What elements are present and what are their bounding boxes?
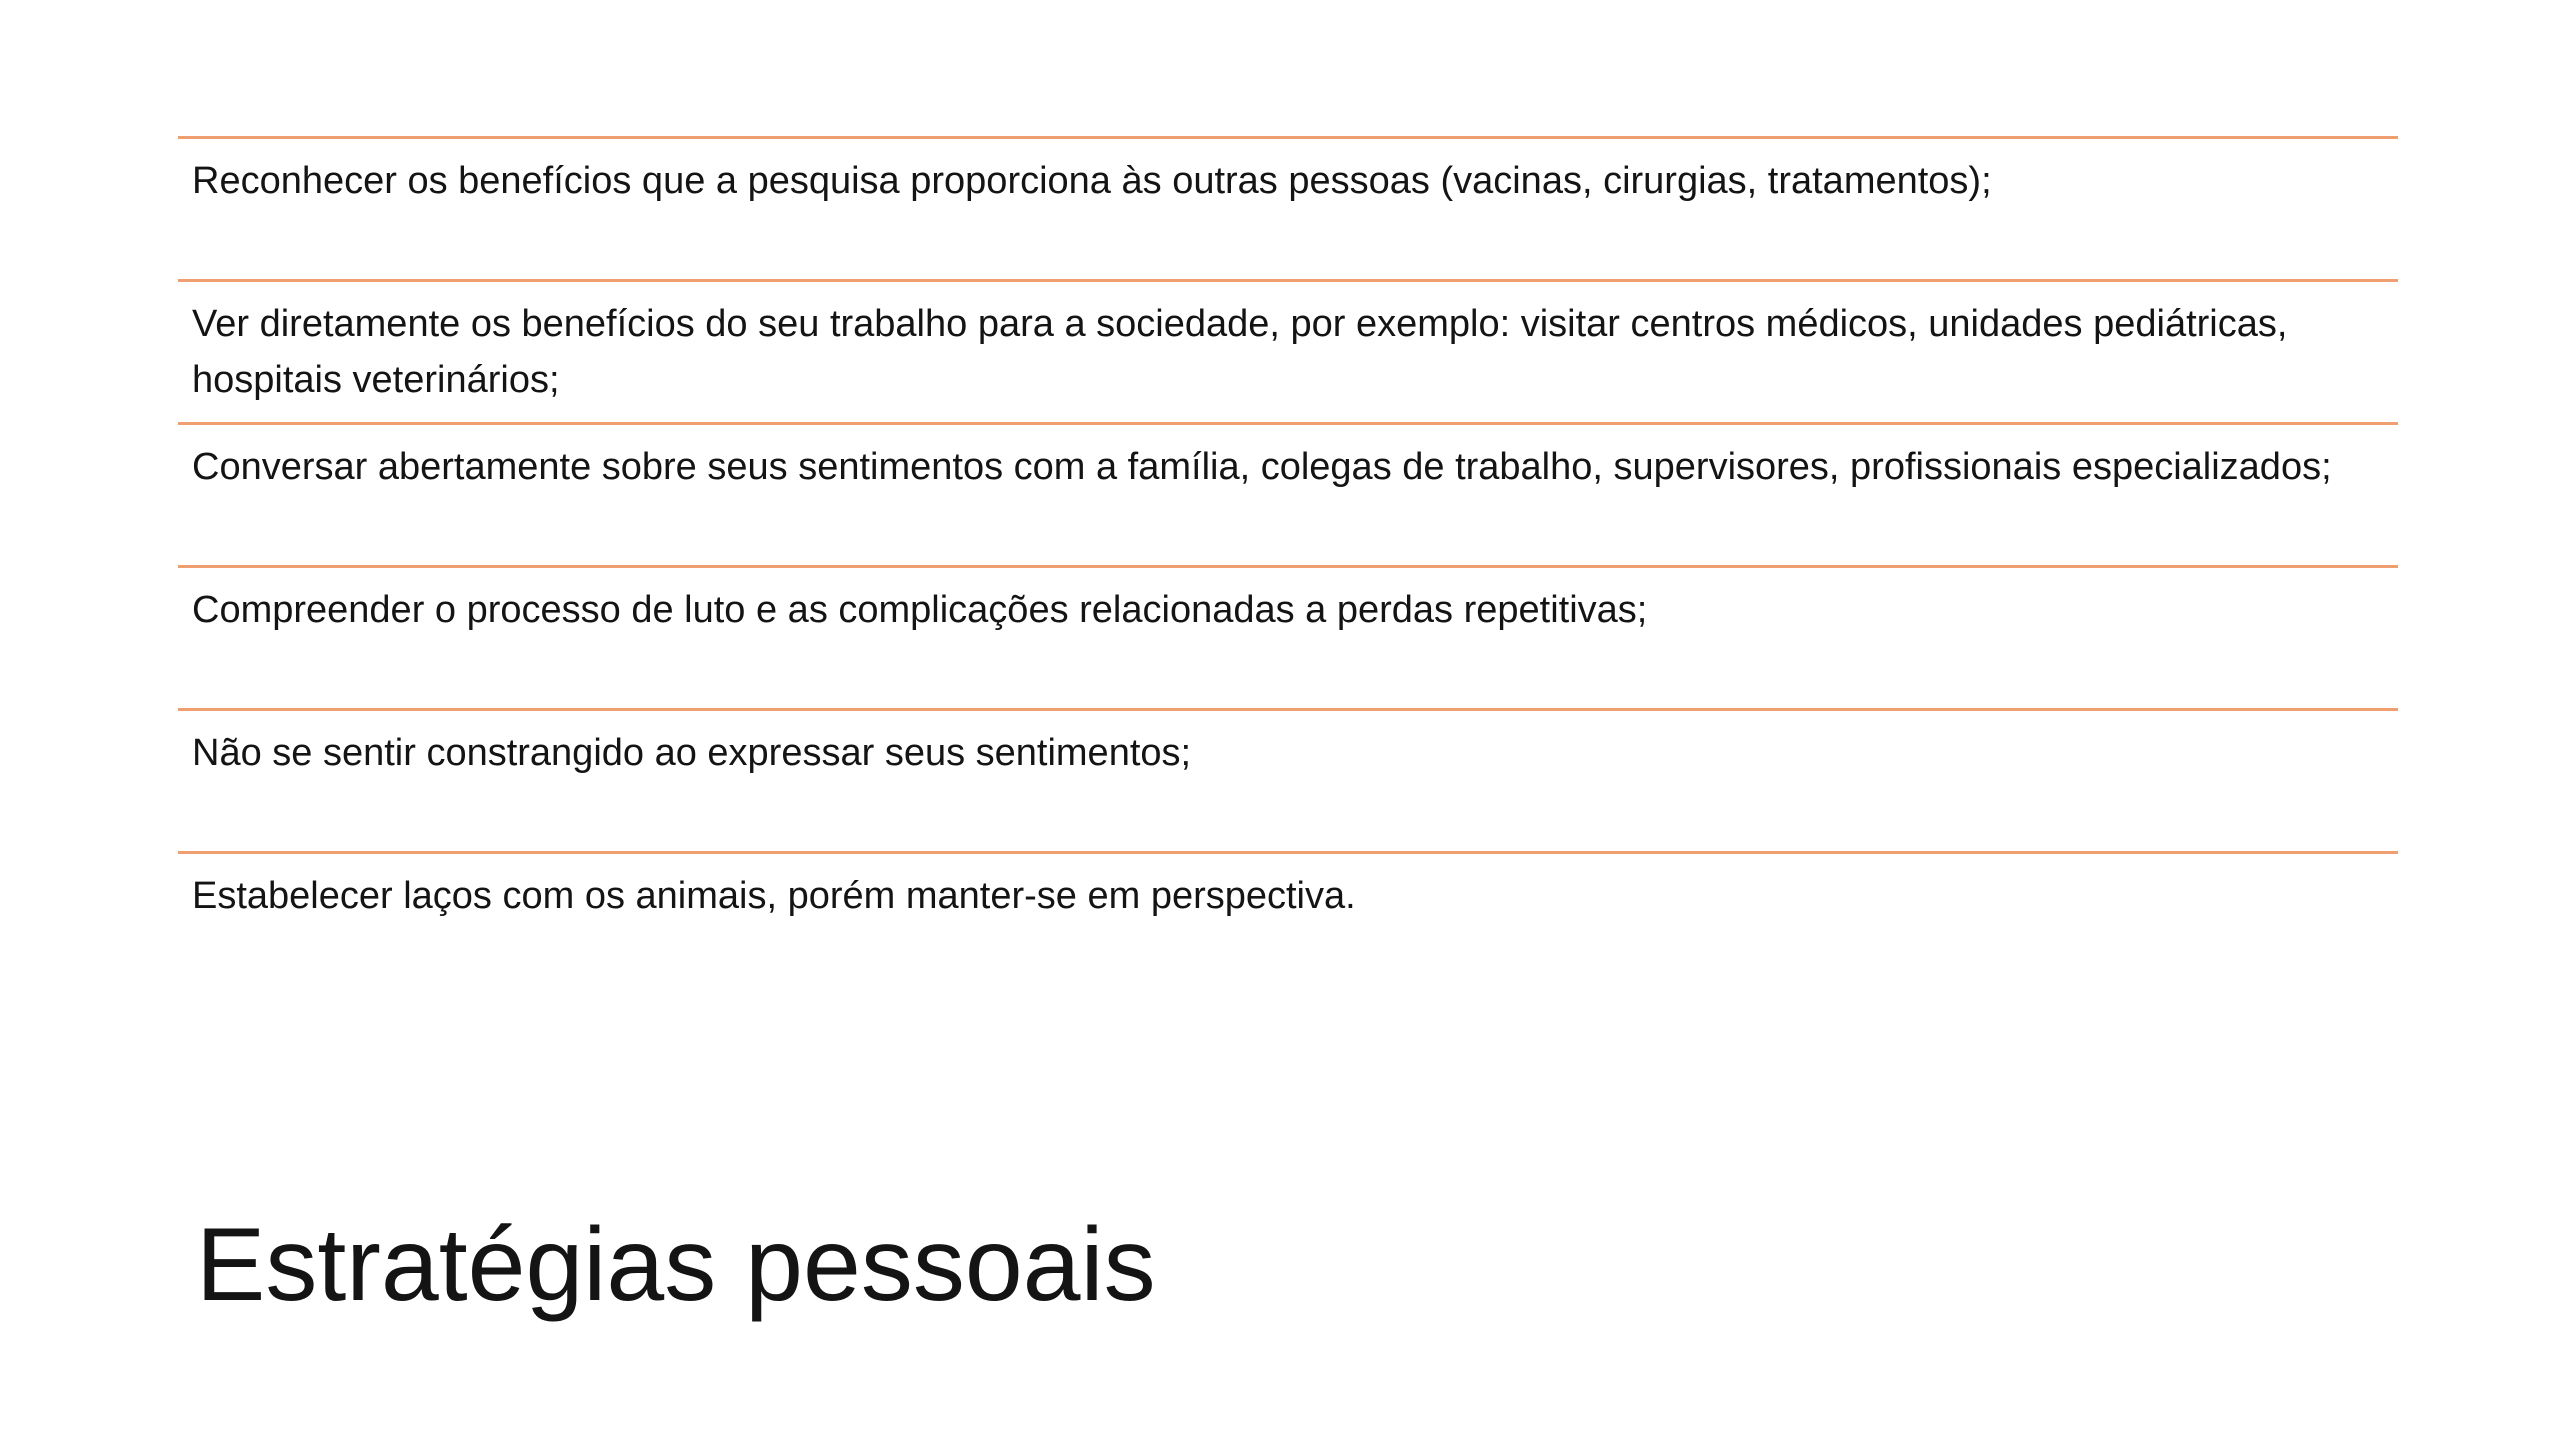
list-item: Estabelecer laços com os animais, porém manter-se em perspectiva.	[178, 851, 2398, 924]
list-item: Compreender o processo de luto e as complicações relacionadas a perdas repetitivas;	[178, 565, 2398, 708]
list-item: Reconhecer os benefícios que a pesquisa proporciona às outras pessoas (vacinas, cirurgias, tratamentos);	[178, 136, 2398, 279]
list-item: Ver diretamente os benefícios do seu trabalho para a sociedade, por exemplo: visitar centros médicos, unidades pediátricas, hospitais veterinários;	[178, 279, 2398, 422]
slide-title: Estratégias pessoais	[196, 1207, 1156, 1323]
list-item: Não se sentir constrangido ao expressar seus sentimentos;	[178, 708, 2398, 851]
list-item: Conversar abertamente sobre seus sentimentos com a família, colegas de trabalho, supervisores, profissionais especializados;	[178, 422, 2398, 565]
strategy-list	[178, 136, 2398, 924]
